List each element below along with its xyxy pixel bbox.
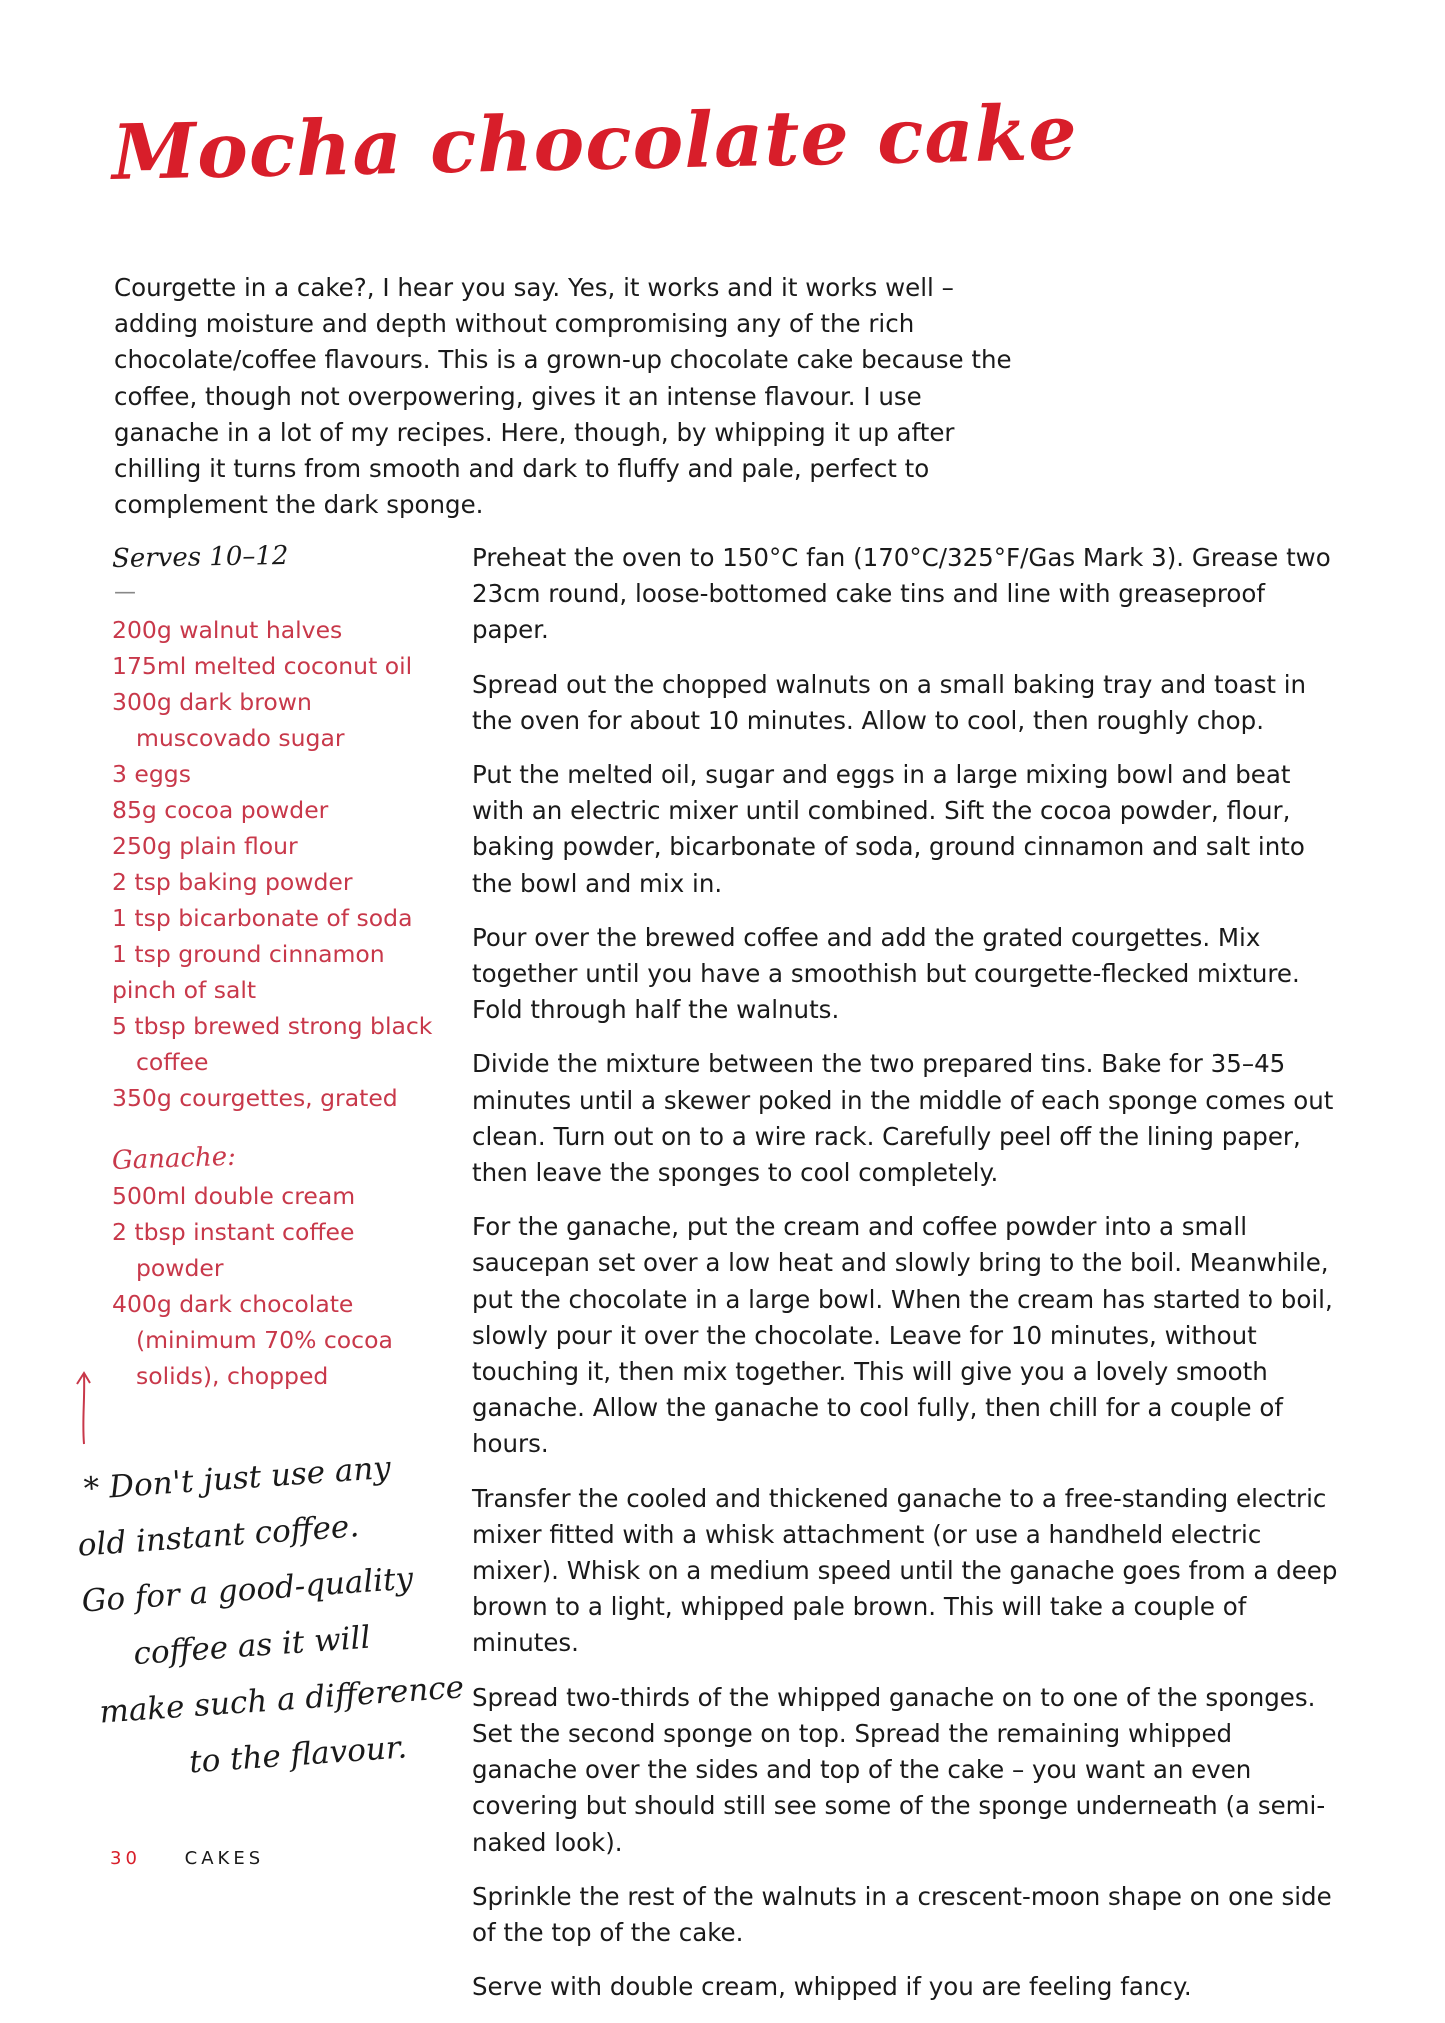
divider-dash: —	[114, 580, 136, 605]
ganache-heading: Ganache:	[111, 1141, 237, 1176]
ingredient-item: 3 eggs	[112, 760, 191, 788]
ingredient-item: 85g cocoa powder	[112, 796, 329, 824]
note-line: Go for a good-quality	[80, 1560, 415, 1620]
section-name: CAKES	[184, 1848, 265, 1869]
arrow-up-icon	[72, 1370, 96, 1446]
page-number: 30	[110, 1848, 141, 1869]
note-line: make such a difference	[98, 1669, 466, 1731]
method-step: Spread out the chopped walnuts on a small baking tray and toast in the oven for about 10 minutes. Allow to cool, then roughly chop.	[472, 669, 1307, 735]
ingredient-item: 5 tbsp brewed strong black coffee	[112, 1012, 440, 1076]
method-step: Sprinkle the rest of the walnuts in a crescent-moon shape on one side of the top of the cake.	[472, 1881, 1332, 1947]
ingredient-item: 350g courgettes, grated	[112, 1084, 398, 1112]
note-line: coffee as it will	[132, 1619, 372, 1673]
method-step: Spread two-thirds of the whipped ganache on to one of the sponges. Set the second sponge on top. Spread the remaining whipped ganache over the sides and top of the cake – you want an even covering but should still see some of the sponge underneath (a semi-naked look).	[472, 1682, 1326, 1857]
ingredient-item: 175ml melted coconut oil	[112, 652, 413, 680]
ganache-ingredients-list	[112, 1178, 442, 1394]
ingredients-list	[112, 612, 442, 1116]
ingredients-column	[112, 542, 442, 1394]
method-step: For the ganache, put the cream and coffee powder into a small saucepan set over a low heat and slowly bring to the boil. Meanwhile, put the chocolate in a large bowl. When the cream has started to boil, slowly pour it over the chocolate. Leave for 10 minutes, without touching it, then mix together. This will give you a lovely smooth ganache. Allow the ganache to cool fully, then chill for a couple of hours.	[472, 1212, 1333, 1459]
method-step: Preheat the oven to 150°C fan (170°C/325°F/Gas Mark 3). Grease two 23cm round, loose-bottomed cake tins and line with greaseproof paper.	[472, 543, 1331, 645]
ingredient-item: 1 tsp ground cinnamon	[112, 940, 385, 968]
method-step: Divide the mixture between the two prepared tins. Bake for 35–45 minutes until a skewer poked in the middle of each sponge comes out clean. Turn out on to a wire rack. Carefully peel off the lining paper, then leave the sponges to cool completely.	[472, 1049, 1334, 1188]
ganache-ingredient-item: 500ml double cream	[112, 1182, 356, 1210]
ganache-ingredient-item: 400g dark chocolate (minimum 70% cocoa solids), chopped	[112, 1290, 401, 1390]
intro-text: Courgette in a cake?, I hear you say. Yes, it works and it works well – adding moisture and depth without compromising any of the rich chocolate/coffee flavours. This is a grown-up chocolate cake because the coffee, though not overpowering, gives it an intense flavour. I use ganache in a lot of my recipes. Here, though, by whipping it up after chilling it turns from smooth and dark to fluffy and pale, perfect to complement the dark sponge.	[114, 273, 1012, 520]
page-footer	[110, 1848, 264, 1869]
method-column	[472, 540, 1342, 2023]
ingredient-item: 250g plain flour	[112, 832, 298, 860]
ingredient-item: 300g dark brown muscovado sugar	[112, 688, 345, 752]
method-step: Serve with double cream, whipped if you are feeling fancy.	[472, 1972, 1192, 2002]
note-line: old instant coffee.	[76, 1508, 361, 1564]
ingredient-item: 2 tsp baking powder	[112, 868, 353, 896]
ingredient-item: 200g walnut halves	[112, 616, 343, 644]
note-line: to the flavour.	[187, 1729, 409, 1781]
ingredient-item: pinch of salt	[112, 976, 257, 1004]
method-step: Pour over the brewed coffee and add the grated courgettes. Mix together until you have a smoothish but courgette-flecked mixture. Fold through half the walnuts.	[472, 922, 1300, 1025]
ingredient-item: 1 tsp bicarbonate of soda	[112, 904, 413, 932]
handwritten-note	[72, 1435, 475, 1797]
method-step: Transfer the cooled and thickened ganache to a free-standing electric mixer fitted with a whisk attachment (or use a handheld electric mixer). Whisk on a medium speed until the ganache goes from a deep brown to a light, whipped pale brown. This will take a couple of minutes.	[472, 1483, 1338, 1658]
ganache-ingredient-item: 2 tbsp instant coffee powder	[112, 1218, 362, 1282]
serves-label: Serves 10–12	[111, 540, 289, 574]
note-line: * Don't just use any	[82, 1449, 392, 1508]
method-step: Put the melted oil, sugar and eggs in a large mixing bowl and beat with an electric mixer until combined. Sift the cocoa powder, flour, baking powder, bicarbonate of soda, ground cinnamon and salt into the bowl and mix in.	[472, 760, 1305, 898]
intro-paragraph	[114, 270, 1034, 523]
page-title: Mocha chocolate cake	[111, 87, 1079, 197]
